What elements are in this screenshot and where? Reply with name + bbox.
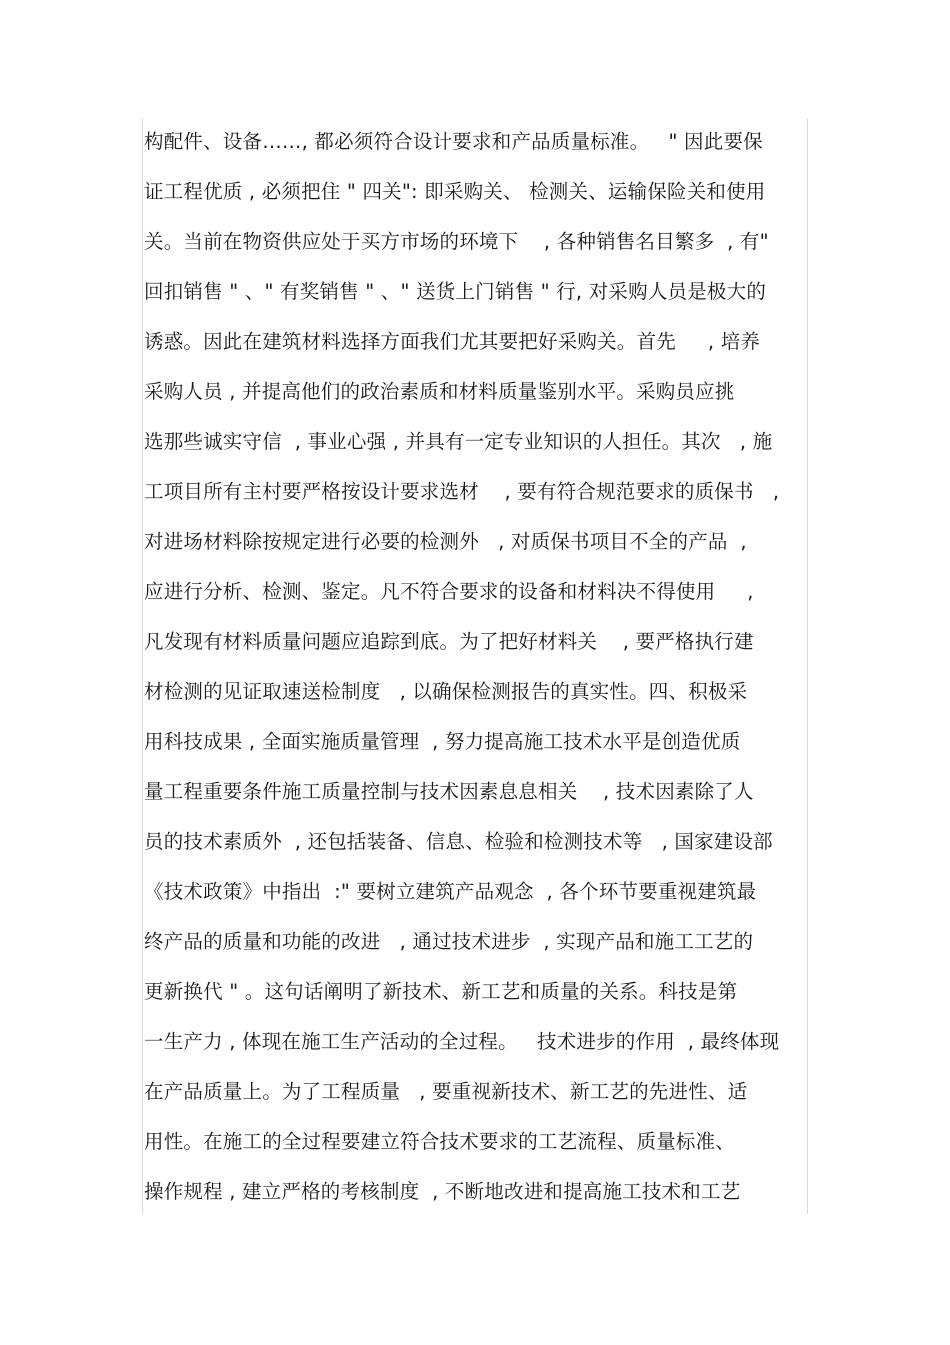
- text-line: 员的技术素质外 , 还包括装备、信息、检验和检测技术等 , 国家建设部: [144, 830, 773, 853]
- text-line: 更新换代 " 。这句话阐明了新技术、新工艺和质量的关系。科技是第: [144, 980, 738, 1003]
- text-line: 量工程重要条件施工质量控制与技术因素息息相关 , 技术因素除了人: [144, 780, 754, 803]
- text-line: 凡发现有材料质量问题应追踪到底。为了把好材料关 , 要严格执行建: [144, 630, 754, 653]
- text-line: 应进行分析、检测、鉴定。凡不符合要求的设备和材料决不得使用 ,: [144, 580, 754, 603]
- text-line: 工项目所有主村要严格按设计要求选材 , 要有符合规范要求的质保书 ,: [144, 480, 780, 503]
- text-line: 终产品的质量和功能的改进 , 通过技术进步 , 实现产品和施工工艺的: [144, 930, 754, 953]
- text-line: 对进场材料除按规定进行必要的检测外 , 对质保书项目不全的产品 ,: [144, 530, 747, 553]
- text-line: 在产品质量上。为了工程质量 , 要重视新技术、新工艺的先进性、适: [144, 1080, 748, 1103]
- document-body: [144, 122, 824, 1222]
- text-line: 回扣销售 " 、" 有奖销售 " 、" 送货上门销售 " 行, 对采购人员是极大的: [144, 280, 767, 303]
- text-line: 构配件、设备……, 都必须符合设计要求和产品质量标准。 " 因此要保: [144, 130, 763, 153]
- text-line: 材检测的见证取速送检制度 , 以确保检测报告的真实性。四、积极采: [144, 680, 748, 703]
- text-line: 采购人员 , 并提高他们的政治素质和材料质量鉴别水平。采购员应挑: [144, 380, 735, 403]
- text-line: 诱惑。因此在建筑材料选择方面我们尤其要把好采购关。首先 , 培养: [144, 330, 761, 353]
- text-line: 操作规程 , 建立严格的考核制度 , 不断地改进和提高施工技术和工艺: [144, 1180, 741, 1203]
- text-line: 关。当前在物资供应处于买方市场的环境下 , 各种销售名目繁多 , 有": [144, 230, 769, 253]
- text-line: 一生产力 , 体现在施工生产活动的全过程。 技术进步的作用 , 最终体现: [144, 1030, 780, 1053]
- text-line: 用科技成果 , 全面实施质量管理 , 努力提高施工技术水平是创造优质: [144, 730, 741, 753]
- text-line: 选那些诚实守信 , 事业心强 , 并具有一定专业知识的人担任。其次 , 施: [144, 430, 773, 453]
- text-line: 《技术政策》中指出 :" 要树立建筑产品观念 , 各个环节要重视建筑最: [144, 880, 757, 903]
- text-line: 证工程优质 , 必须把住 " 四关": 即采购关、 检测关、运输保险关和使用: [144, 180, 766, 203]
- text-line: 用性。在施工的全过程要建立符合技术要求的工艺流程、质量标准、: [144, 1130, 736, 1153]
